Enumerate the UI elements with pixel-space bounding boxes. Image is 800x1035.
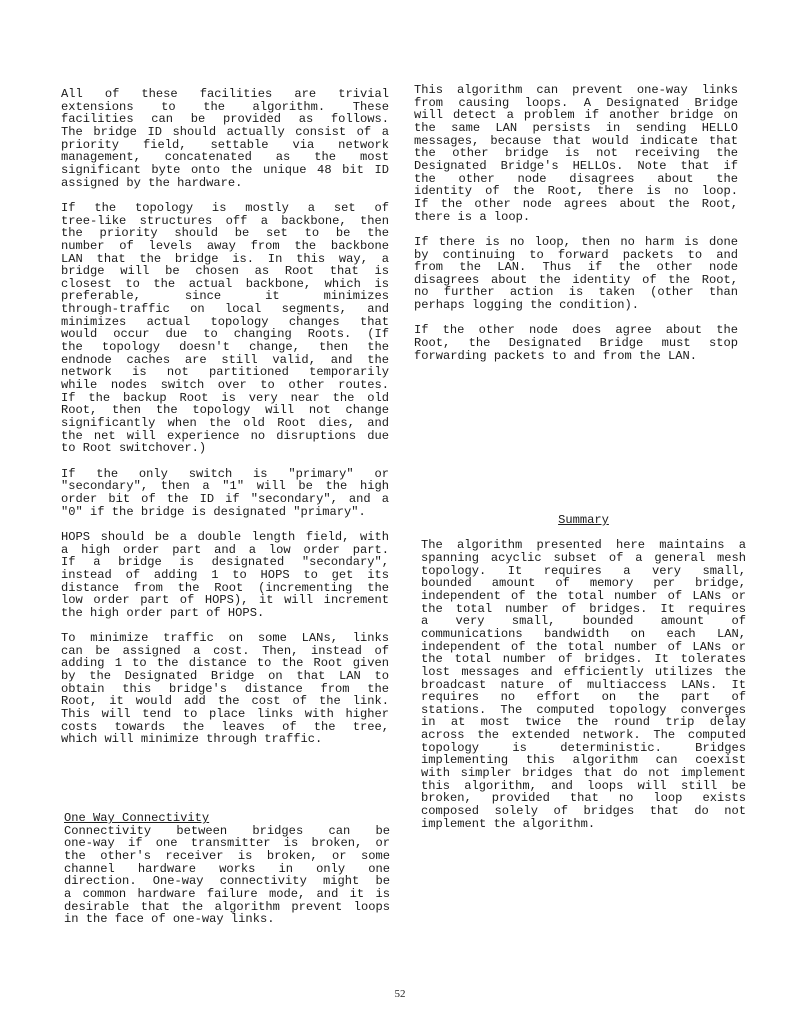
text-line: the other's receiver is broken, or some bbox=[64, 848, 390, 863]
text-line: Root, the Designated Bridge must stop bbox=[414, 336, 738, 351]
text-line: disagrees about the identity of the Root, bbox=[414, 272, 738, 287]
text-line: Root, then the topology will not change bbox=[61, 403, 389, 418]
text-line: stations. The computed topology converges bbox=[421, 702, 746, 717]
text-line: topology is deterministic. Bridges bbox=[421, 740, 746, 755]
one-way-connectivity-section bbox=[64, 812, 390, 939]
text-line: The bridge ID should actually consist of a bbox=[61, 124, 389, 139]
text-line: endnode caches are still valid, and the bbox=[61, 352, 389, 367]
text-line: significantly when the old Root dies, and bbox=[61, 416, 389, 431]
text-line: can be assigned a cost. Then, instead of bbox=[61, 643, 389, 658]
text-line: Root, it would add the cost of the link. bbox=[61, 694, 389, 709]
text-line: this algorithm, and loops will still be bbox=[421, 778, 746, 793]
right-column bbox=[414, 84, 738, 375]
paragraph bbox=[421, 539, 746, 830]
text-line: If the backup Root is very near the old bbox=[61, 390, 389, 405]
text-line: "secondary", then a "1" will be the high bbox=[61, 479, 389, 494]
text-line: implementing this algorithm can coexist bbox=[421, 753, 746, 768]
text-line: implement the algorithm. bbox=[421, 816, 596, 831]
text-line: This algorithm can prevent one-way links bbox=[414, 83, 738, 97]
text-line: bounded amount of memory per bridge, bbox=[421, 576, 746, 591]
text-line: with simpler bridges that do not implement bbox=[421, 766, 746, 781]
text-line: desirable that the algorithm prevent loops bbox=[64, 899, 390, 914]
text-line: the net will experience no disruptions due bbox=[61, 428, 389, 443]
text-line: while nodes switch over to other routes. bbox=[61, 378, 389, 393]
paragraph bbox=[61, 632, 389, 746]
text-line: across the extended network. The computed bbox=[421, 728, 746, 743]
text-line: the priority should be set to be the bbox=[61, 226, 389, 241]
left-column bbox=[61, 88, 389, 759]
text-line: To minimize traffic on some LANs, links bbox=[61, 631, 389, 646]
text-line: will detect a problem if another bridge on bbox=[414, 108, 738, 123]
text-line: composed solely of bridges that do not bbox=[421, 804, 746, 819]
text-line: facilities can be provided as follows. bbox=[61, 112, 389, 127]
text-line: preferable, since it minimizes bbox=[61, 289, 389, 304]
text-line: independent of the total number of LANs or bbox=[421, 588, 746, 603]
text-line: If the topology is mostly a set of bbox=[61, 200, 389, 215]
text-line: extensions to the algorithm. These bbox=[61, 99, 389, 114]
paragraph bbox=[61, 468, 389, 519]
text-line: If the only switch is "primary" or bbox=[61, 466, 389, 481]
text-line: communications bandwidth on each LAN, bbox=[421, 626, 746, 641]
text-line: a very small, bounded amount of bbox=[421, 614, 746, 629]
text-line: broadcast nature of multiaccess LANs. It bbox=[421, 677, 746, 692]
page-number: 52 bbox=[394, 988, 406, 1000]
text-line: independent of the total number of LANs or bbox=[421, 639, 746, 654]
text-line: If a bridge is designated "secondary", bbox=[61, 555, 389, 570]
text-line: through-traffic on local segments, and bbox=[61, 302, 389, 317]
text-line: costs towards the leaves of the tree, bbox=[61, 719, 389, 734]
text-line: channel hardware works in only one bbox=[64, 861, 390, 876]
paragraph bbox=[61, 202, 389, 455]
section-heading-one-way: One Way Connectivity bbox=[64, 811, 210, 825]
text-line: the other bridge is not receiving the bbox=[414, 146, 738, 161]
text-line: assigned by the hardware. bbox=[61, 175, 243, 190]
text-line: would occur due to changing Roots. (If bbox=[61, 327, 389, 342]
text-line: The algorithm presented here maintains a bbox=[421, 538, 746, 553]
text-line: minimizes actual topology changes that bbox=[61, 314, 389, 329]
paragraph bbox=[414, 84, 738, 223]
text-line: Connectivity between bridges can be bbox=[64, 823, 390, 838]
text-line: adding 1 to the distance to the Root given bbox=[61, 656, 389, 671]
text-line: bridge will be chosen as Root that is bbox=[61, 264, 389, 279]
text-line: one-way if one transmitter is broken, or bbox=[64, 836, 390, 851]
text-line: "0" if the bridge is designated "primary". bbox=[61, 504, 366, 519]
summary-section bbox=[421, 514, 746, 843]
text-line: a common hardware failure mode, and it is bbox=[64, 886, 390, 901]
text-line: priority field, settable via network bbox=[61, 137, 389, 152]
section-heading-summary: Summary bbox=[558, 513, 609, 527]
text-line: the total number of bridges. It tolerates bbox=[421, 652, 746, 667]
text-line: obtain this bridge's distance from the bbox=[61, 681, 389, 696]
text-line: broken, provided that no loop exists bbox=[421, 791, 746, 806]
text-line: no further action is taken (other than bbox=[414, 285, 738, 300]
text-line: direction. One-way connectivity might be bbox=[64, 874, 390, 889]
text-line: perhaps logging the condition). bbox=[414, 298, 639, 313]
text-line: in the face of one-way links. bbox=[64, 912, 275, 927]
text-line: by the Designated Bridge on that LAN to bbox=[61, 669, 389, 684]
paragraph bbox=[61, 531, 389, 620]
paragraph bbox=[64, 825, 390, 926]
text-line: messages, because that would indicate that bbox=[414, 133, 738, 148]
text-line: network is not partitioned temporarily bbox=[61, 365, 389, 380]
text-line: by continuing to forward packets to and bbox=[414, 247, 738, 262]
text-line: low order part of HOPS), it will increment bbox=[61, 593, 389, 608]
text-line: the other node disagrees about the bbox=[414, 171, 738, 186]
text-line: lost messages and efficiently utilizes the bbox=[421, 664, 746, 679]
text-line: a high order part and a low order part. bbox=[61, 542, 389, 557]
text-line: forwarding packets to and from the LAN. bbox=[414, 348, 698, 363]
text-line: number of levels away from the backbone bbox=[61, 238, 389, 253]
paragraph bbox=[414, 236, 738, 312]
text-line: spanning acyclic subset of a general mesh bbox=[421, 550, 746, 565]
text-line: the same LAN persists in sending HELLO bbox=[414, 120, 738, 135]
text-line: closest to the actual backbone, which is bbox=[61, 276, 389, 291]
text-line: from the LAN. Thus if the other node bbox=[414, 260, 738, 275]
text-line: requires no effort on the part of bbox=[421, 690, 746, 705]
text-line: If the other node does agree about the bbox=[414, 323, 738, 338]
text-line: the total number of bridges. It requires bbox=[421, 601, 746, 616]
text-line: instead of adding 1 to HOPS to get its bbox=[61, 567, 389, 582]
text-line: Designated Bridge's HELLOs. Note that if bbox=[414, 158, 738, 173]
paragraph bbox=[414, 324, 738, 362]
text-line: distance from the Root (incrementing the bbox=[61, 580, 389, 595]
text-line: tree-like structures off a backbone, then bbox=[61, 213, 389, 228]
text-line: the topology doesn't change, then the bbox=[61, 340, 389, 355]
paragraph bbox=[61, 88, 389, 189]
text-line: there is a loop. bbox=[414, 209, 531, 224]
text-line: to Root switchover.) bbox=[61, 441, 207, 456]
text-line: topology. It requires a very small, bbox=[421, 563, 746, 578]
text-line: which will minimize through traffic. bbox=[61, 732, 323, 747]
text-line: the high order part of HOPS. bbox=[61, 605, 265, 620]
text-line: from causing loops. A Designated Bridge bbox=[414, 95, 738, 110]
text-line: in at most twice the round trip delay bbox=[421, 715, 746, 730]
text-line: LAN that the bridge is. In this way, a bbox=[61, 251, 389, 266]
text-line: order bit of the ID if "secondary", and a bbox=[61, 491, 389, 506]
text-line: management, concatenated as the most bbox=[61, 150, 389, 165]
text-line: If there is no loop, then no harm is done bbox=[414, 234, 738, 249]
text-line: If the other node agrees about the Root, bbox=[414, 196, 738, 211]
text-line: significant byte onto the unique 48 bit ID bbox=[61, 162, 389, 177]
text-line: HOPS should be a double length field, with bbox=[61, 529, 389, 544]
text-line: identity of the Root, there is no loop. bbox=[414, 184, 738, 199]
text-line: This will tend to place links with higher bbox=[61, 707, 389, 722]
text-line: All of these facilities are trivial bbox=[61, 87, 389, 101]
